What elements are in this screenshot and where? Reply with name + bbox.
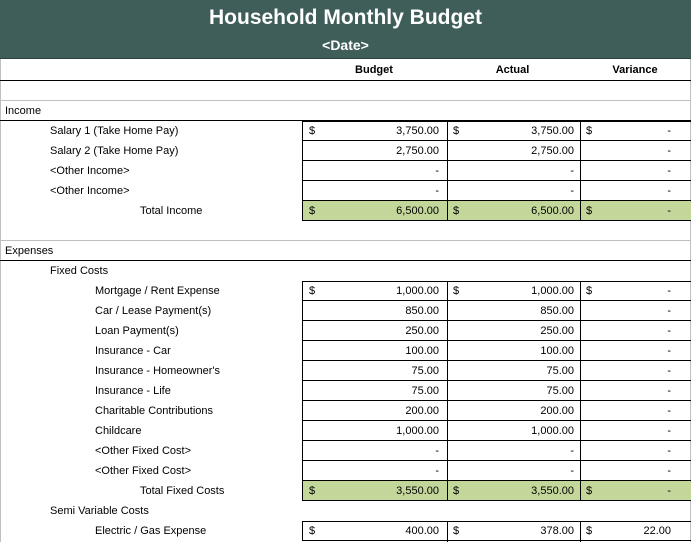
variance-cell[interactable]: - xyxy=(667,365,671,377)
variance-currency: $ xyxy=(586,125,593,137)
total-fixed-budget[interactable]: 3,550.00 xyxy=(396,485,439,497)
fixed-costs-group-row xyxy=(0,261,691,281)
table-row xyxy=(0,381,691,401)
actual-cell[interactable]: 3,750.00 xyxy=(531,125,574,137)
fixed-costs-label[interactable]: Fixed Costs xyxy=(50,265,109,277)
variance-cell[interactable]: - xyxy=(667,145,671,157)
income-section-label[interactable]: Income xyxy=(5,105,42,117)
table-row xyxy=(0,401,691,421)
sheet-date: <Date> xyxy=(322,37,369,53)
actual-cell[interactable]: 200.00 xyxy=(540,405,574,417)
table-row xyxy=(0,441,691,461)
semi-variable-group-row xyxy=(0,501,691,521)
variance-currency: $ xyxy=(586,485,593,497)
actual-cell[interactable]: 1,000.00 xyxy=(531,425,574,437)
variance-cell[interactable]: 22.00 xyxy=(643,525,671,537)
sheet-title: Household Monthly Budget xyxy=(209,6,482,29)
budget-currency: $ xyxy=(309,205,316,217)
variance-cell[interactable]: - xyxy=(667,425,671,437)
actual-currency: $ xyxy=(453,205,460,217)
budget-cell[interactable]: 3,750.00 xyxy=(396,125,439,137)
budget-cell[interactable]: 2,750.00 xyxy=(396,145,439,157)
table-row xyxy=(0,341,691,361)
actual-column-header[interactable]: Actual xyxy=(495,64,530,76)
actual-cell[interactable]: 100.00 xyxy=(540,345,574,357)
actual-cell[interactable]: 75.00 xyxy=(546,365,574,377)
budget-currency: $ xyxy=(309,125,316,137)
row-label[interactable]: Salary 2 (Take Home Pay) xyxy=(50,145,179,157)
row-label[interactable]: Salary 1 (Take Home Pay) xyxy=(50,125,179,137)
budget-cell[interactable]: 400.00 xyxy=(405,525,439,537)
row-label[interactable]: Childcare xyxy=(95,425,142,437)
row-label[interactable]: Loan Payment(s) xyxy=(95,325,179,337)
budget-cell[interactable]: - xyxy=(435,165,439,177)
budget-cell[interactable]: 1,000.00 xyxy=(396,425,439,437)
table-row xyxy=(0,521,691,541)
actual-cell[interactable]: 378.00 xyxy=(540,525,574,537)
table-row xyxy=(0,161,691,181)
title-banner xyxy=(0,0,691,59)
total-fixed-costs-row xyxy=(0,481,691,501)
variance-cell[interactable]: - xyxy=(667,405,671,417)
budget-cell[interactable]: - xyxy=(435,445,439,457)
variance-currency: $ xyxy=(586,525,593,537)
actual-cell[interactable]: - xyxy=(570,445,574,457)
table-row xyxy=(0,141,691,161)
table-row xyxy=(0,301,691,321)
total-income-label[interactable]: Total Income xyxy=(140,205,203,217)
table-row xyxy=(0,321,691,341)
total-fixed-costs-label[interactable]: Total Fixed Costs xyxy=(140,485,225,497)
actual-cell[interactable]: 250.00 xyxy=(540,325,574,337)
expenses-section-label[interactable]: Expenses xyxy=(5,245,54,257)
variance-currency: $ xyxy=(586,205,593,217)
actual-currency: $ xyxy=(453,285,460,297)
column-header-row xyxy=(0,60,691,80)
budget-cell[interactable]: 100.00 xyxy=(405,345,439,357)
variance-column-header[interactable]: Variance xyxy=(612,64,658,76)
actual-cell[interactable]: - xyxy=(570,465,574,477)
budget-cell[interactable]: - xyxy=(435,185,439,197)
row-label[interactable]: <Other Income> xyxy=(50,165,130,177)
row-label[interactable]: Mortgage / Rent Expense xyxy=(95,285,220,297)
variance-cell[interactable]: - xyxy=(667,465,671,477)
row-label[interactable]: <Other Fixed Cost> xyxy=(95,445,191,457)
row-label[interactable]: Charitable Contributions xyxy=(95,405,214,417)
budget-cell[interactable]: 75.00 xyxy=(411,365,439,377)
row-label[interactable]: <Other Income> xyxy=(50,185,130,197)
variance-cell[interactable]: - xyxy=(667,385,671,397)
budget-currency: $ xyxy=(309,485,316,497)
actual-currency: $ xyxy=(453,125,460,137)
row-label[interactable]: Insurance - Homeowner's xyxy=(95,365,220,377)
actual-cell[interactable]: - xyxy=(570,185,574,197)
budget-column-header[interactable]: Budget xyxy=(355,64,393,76)
variance-cell[interactable]: - xyxy=(667,185,671,197)
budget-currency: $ xyxy=(309,525,316,537)
total-income-actual[interactable]: 6,500.00 xyxy=(531,205,574,217)
actual-cell[interactable]: 850.00 xyxy=(540,305,574,317)
row-label[interactable]: Insurance - Life xyxy=(95,385,171,397)
budget-cell[interactable]: 850.00 xyxy=(405,305,439,317)
total-fixed-actual[interactable]: 3,550.00 xyxy=(531,485,574,497)
total-income-budget[interactable]: 6,500.00 xyxy=(396,205,439,217)
row-label[interactable]: <Other Fixed Cost> xyxy=(95,465,191,477)
semi-variable-costs-label[interactable]: Semi Variable Costs xyxy=(50,505,149,517)
header-divider xyxy=(0,80,691,81)
actual-cell[interactable]: 75.00 xyxy=(546,385,574,397)
income-section-row xyxy=(0,101,691,121)
budget-cell[interactable]: 250.00 xyxy=(405,325,439,337)
budget-cell[interactable]: 1,000.00 xyxy=(396,285,439,297)
total-fixed-variance[interactable]: - xyxy=(667,485,671,497)
budget-currency: $ xyxy=(309,285,316,297)
variance-cell[interactable]: - xyxy=(667,325,671,337)
variance-cell[interactable]: - xyxy=(667,125,671,137)
actual-currency: $ xyxy=(453,525,460,537)
budget-cell[interactable]: 200.00 xyxy=(405,405,439,417)
actual-cell[interactable]: 2,750.00 xyxy=(531,145,574,157)
variance-currency: $ xyxy=(586,285,593,297)
row-label[interactable]: Insurance - Car xyxy=(95,345,171,357)
table-row xyxy=(0,361,691,381)
actual-currency: $ xyxy=(453,485,460,497)
table-row xyxy=(0,121,691,141)
table-row xyxy=(0,421,691,441)
variance-cell[interactable]: - xyxy=(667,165,671,177)
total-income-variance[interactable]: - xyxy=(667,205,671,217)
row-label[interactable]: Electric / Gas Expense xyxy=(95,525,207,537)
row-label[interactable]: Car / Lease Payment(s) xyxy=(95,305,212,317)
variance-cell[interactable]: - xyxy=(667,445,671,457)
actual-cell[interactable]: - xyxy=(570,165,574,177)
variance-cell[interactable]: - xyxy=(667,285,671,297)
actual-cell[interactable]: 1,000.00 xyxy=(531,285,574,297)
variance-cell[interactable]: - xyxy=(667,305,671,317)
variance-cell[interactable]: - xyxy=(667,345,671,357)
table-row xyxy=(0,281,691,301)
expenses-section-row xyxy=(0,241,691,261)
budget-cell[interactable]: - xyxy=(435,465,439,477)
table-row xyxy=(0,461,691,481)
budget-cell[interactable]: 75.00 xyxy=(411,385,439,397)
total-income-row xyxy=(0,201,691,221)
table-row xyxy=(0,181,691,201)
